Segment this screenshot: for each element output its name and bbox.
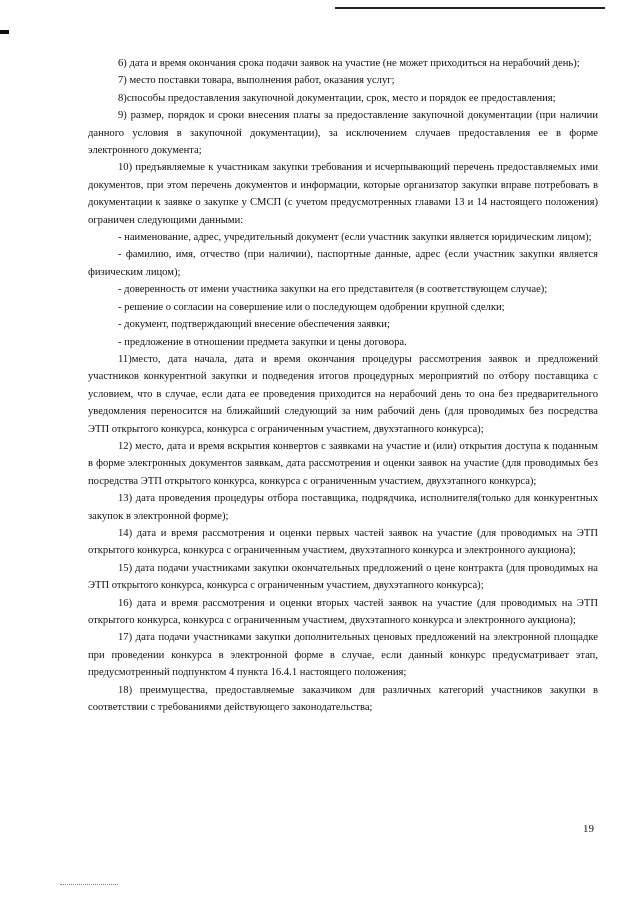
paragraph-item-16: 16) дата и время рассмотрения и оценки вторых частей заявок на участие (для проводимых на ЭТП открытого конкурса, конкурса с ограниченным участием, двухэтапного конкурса и электронного аукциона); (88, 597, 598, 626)
paragraph-item-6: 6) дата и время окончания срока подачи заявок на участие (не может приходиться на нерабочий день); (118, 58, 580, 69)
scan-edge-mark (0, 30, 9, 34)
list-item-price-offer: - предложение в отношении предмета закупки и цены договора. (118, 336, 407, 348)
paragraph-item-17: 17) дата подачи участниками закупки дополнительных ценовых предложений на электронной площадке при проведении конкурса в электронной форме в случае, если данный конкурс предусматривает этап, предусмотренный подпунктом 4 пункта 16.4.1 настоящего положения; (88, 632, 598, 679)
page-number: 19 (583, 823, 594, 835)
paragraph-item-8: 8)способы предоставления закупочной документации, срок, место и порядок ее предоставления; (118, 92, 556, 104)
paragraph-item-12: 12) место, дата и время вскрытия конвертов с заявками на участие и (или) открытия доступа к поданным в форме электронных документов заявкам, дата рассмотрения и оценки заявок на участие (для проводимых без посредства ЭТП открытого конкурса, конкурса с ограниченным участием, двухэтапного конкурса); (88, 440, 598, 487)
list-item-security-document: - документ, подтверждающий внесение обеспечения заявки; (118, 319, 390, 331)
list-item-name-address: - наименование, адрес, учредительный документ (если участник закупки является юридическим лицом); (118, 232, 592, 244)
paragraph-item-7: 7) место поставки товара, выполнения работ, оказания услуг; (118, 75, 395, 87)
paragraph-item-14: 14) дата и время рассмотрения и оценки первых частей заявок на участие (для проводимых на ЭТП открытого конкурса, конкурса с ограниченным участием, двухэтапного конкурса и электронного аукциона); (88, 527, 598, 557)
paragraph-item-11: 11)место, дата начала, дата и время окончания процедуры рассмотрения заявок и предложений участников конкурентной закупки и подведения итогов процедурных мероприятий по отбору поставщика с условием, что в случае, если дата ее проведения приходится на нерабочий день то она без предварительного уведомления переносится на ближайший следующий за ним рабочий день (для проводимых без посредства ЭТП открытого конкурса, конкурса с ограниченным участием, двухэтапного конкурса); (88, 353, 598, 435)
paragraph-item-10: 10) предъявляемые к участникам закупки требования и исчерпывающий перечень предоставляемых ими документов, при этом перечень документов и информации, которые организатор закупки вправе потребовать в документации к заявке о закупке у СМСП (с учетом предусмотренных главами 13 и 14 настоящего положения) ограничен следующими данными: (88, 162, 598, 226)
paragraph-item-15: 15) дата подачи участниками закупки окончательных предложений о цене контракта (для проводимых на ЭТП открытого конкурса, конкурса с ограниченным участием, двухэтапного конкурса); (88, 562, 598, 592)
document-page (88, 55, 598, 716)
list-item-approval-decision: - решение о согласии на совершение или о последующем одобрении крупной сделки; (118, 301, 505, 313)
scan-top-line (335, 7, 605, 9)
scan-bottom-dots (60, 884, 118, 886)
paragraph-item-9: 9) размер, порядок и сроки внесения платы за предоставление закупочной документации (при наличии данного условия в закупочной документации), за исключением случаев предоставления ее в форме электронного документа; (88, 110, 598, 157)
list-item-full-name: - фамилию, имя, отчество (при наличии), паспортные данные, адрес (если участник закупки является физическим лицом); (88, 249, 598, 278)
list-item-power-of-attorney: - доверенность от имени участника закупки на его представителя (в соответствующем случае); (118, 284, 548, 296)
paragraph-item-18: 18) преимущества, предоставляемые заказчиком для различных категорий участников закупки в соответствии с требованиями действующего законодательства; (88, 684, 598, 714)
paragraph-item-13: 13) дата проведения процедуры отбора поставщика, подрядчика, исполнителя(только для конкурентных закупок в электронной форме); (88, 493, 598, 522)
